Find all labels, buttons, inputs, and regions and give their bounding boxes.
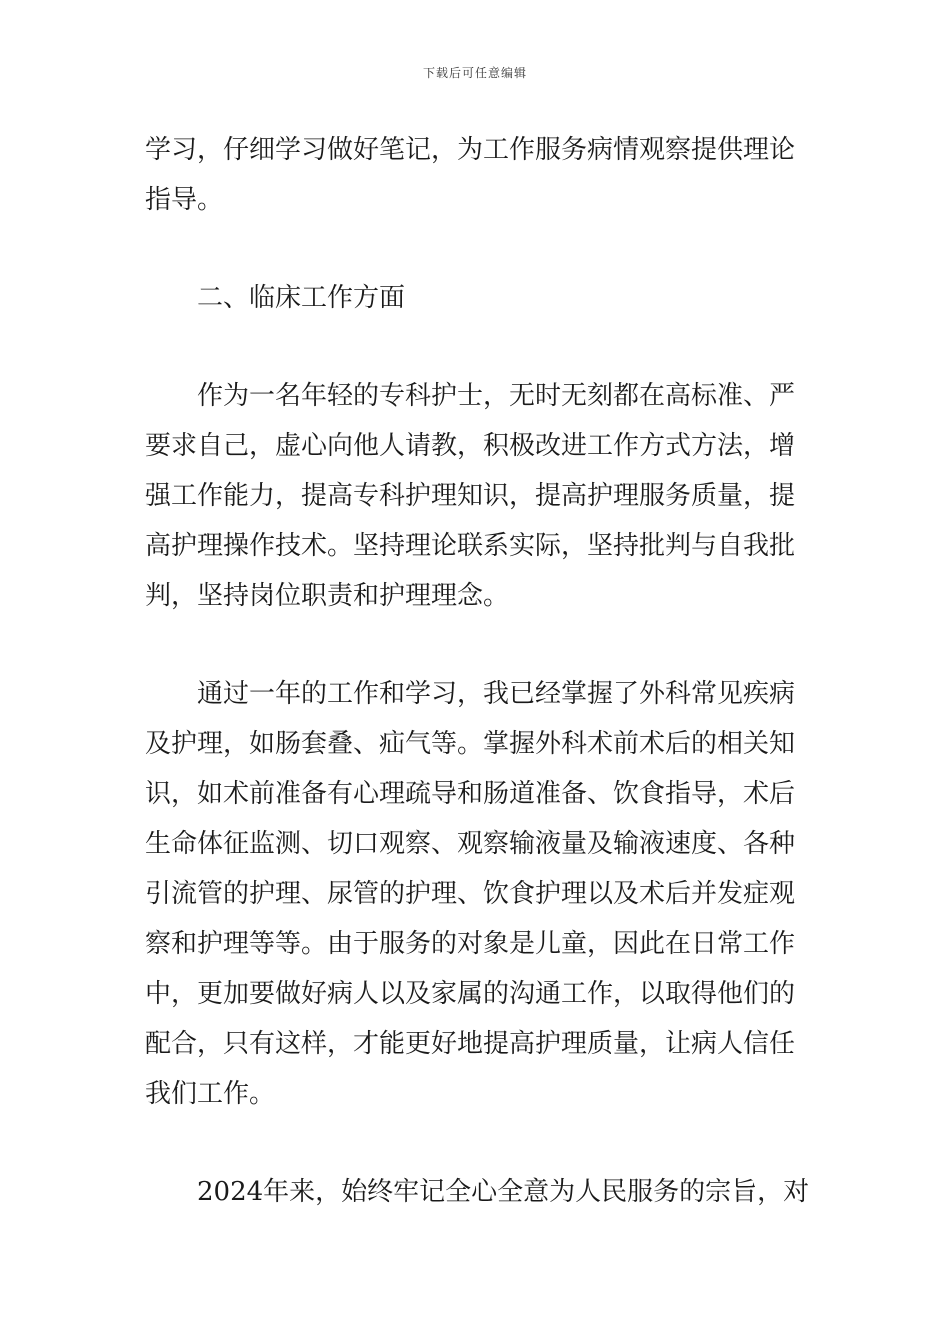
paragraph-gap <box>145 621 810 669</box>
text-line: 高护理操作技术。坚持理论联系实际，坚持批判与自我批 <box>145 531 796 561</box>
paragraph <box>145 371 810 621</box>
text-line: 通过一年的工作和学习，我已经掌握了外科常见疾病 <box>197 679 796 709</box>
page-header: 下载后可任意编辑 <box>422 66 527 80</box>
text-line: 识，如术前准备有心理疏导和肠道准备、饮食指导，术后 <box>145 779 796 809</box>
text-line: 配合，只有这样，才能更好地提高护理质量，让病人信任 <box>145 1029 796 1059</box>
text-line: 强工作能力，提高专科护理知识，提高护理服务质量，提 <box>145 481 796 511</box>
paragraph-gap <box>145 225 810 273</box>
text-line: 要求自己，虚心向他人请教，积极改进工作方式方法，增 <box>145 431 796 461</box>
text-line: 生命体征监测、切口观察、观察输液量及输液速度、各种 <box>145 829 796 859</box>
text-line: 引流管的护理、尿管的护理、饮食护理以及术后并发症观 <box>145 879 796 909</box>
paragraph <box>145 669 810 1119</box>
text-line: 判，坚持岗位职责和护理理念。 <box>145 581 510 611</box>
paragraph <box>145 1167 810 1217</box>
paragraph-continuation <box>145 125 810 225</box>
text-line: 中，更加要做好病人以及家属的沟通工作，以取得他们的 <box>145 979 796 1009</box>
text-line: 2024年来，始终牢记全心全意为人民服务的宗旨，对 <box>197 1177 810 1207</box>
text-line: 学习，仔细学习做好笔记，为工作服务病情观察提供理论 <box>145 135 796 165</box>
paragraph-gap <box>145 323 810 371</box>
heading-text: 二、临床工作方面 <box>197 283 406 313</box>
text-line: 作为一名年轻的专科护士，无时无刻都在高标准、严 <box>197 381 796 411</box>
text-line: 察和护理等等。由于服务的对象是儿童，因此在日常工作 <box>145 929 796 959</box>
text-line: 指导。 <box>145 185 224 215</box>
text-line: 我们工作。 <box>145 1079 276 1109</box>
paragraph-gap <box>145 1119 810 1167</box>
text-line: 及护理，如肠套叠、疝气等。掌握外科术前术后的相关知 <box>145 729 796 759</box>
section-heading <box>145 273 810 323</box>
document-body <box>145 125 810 1217</box>
